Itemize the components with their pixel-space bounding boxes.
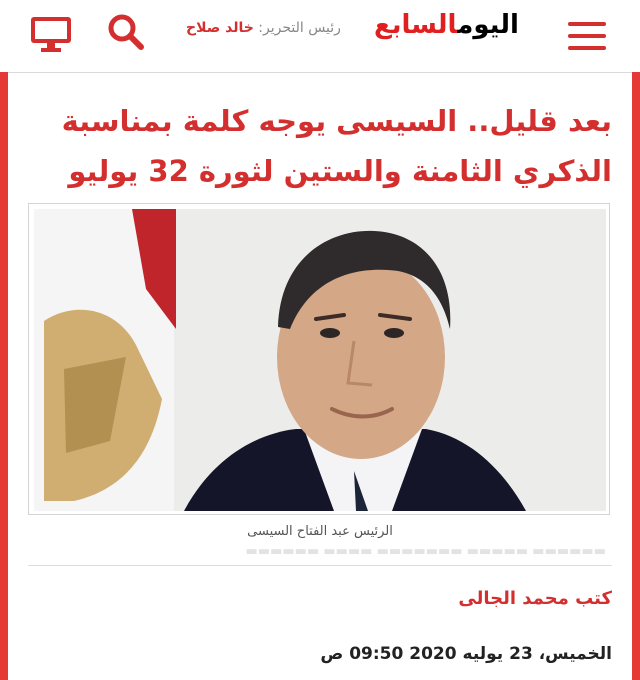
- logo-word-1: اليوم: [457, 10, 519, 40]
- frame-left-border: [0, 72, 8, 680]
- site-header: [0, 0, 640, 73]
- search-icon[interactable]: [106, 12, 146, 56]
- editor-name[interactable]: خالد صلاح: [186, 20, 254, 36]
- article-author[interactable]: كتب محمد الجالى: [458, 588, 612, 609]
- editor-label: رئيس التحرير:: [258, 20, 341, 36]
- menu-icon[interactable]: [568, 22, 606, 58]
- article-photo[interactable]: [28, 203, 610, 515]
- president-portrait: [34, 209, 606, 511]
- site-logo[interactable]: [374, 10, 519, 40]
- photo-caption: الرئيس عبد الفتاح السيسى: [247, 524, 393, 539]
- logo-word-2: السابع: [374, 10, 458, 40]
- frame-right-border: [632, 72, 640, 680]
- tv-icon[interactable]: [30, 16, 72, 58]
- editor-in-chief: [186, 20, 341, 36]
- article-headline: بعد قليل.. السيسى يوجه كلمة بمناسبة الذكري الثامنة والستين لثورة 32 يوليو: [61, 104, 612, 188]
- article-date: الخميس، 23 يوليه 2020 09:50 ص: [320, 644, 612, 664]
- divider: [28, 565, 612, 566]
- scroll-artifact: ▬▬▬▬▬▬ ▬▬▬▬▬ ▬▬▬▬▬▬▬ ▬▬▬▬ ▬▬▬▬▬▬: [245, 544, 606, 559]
